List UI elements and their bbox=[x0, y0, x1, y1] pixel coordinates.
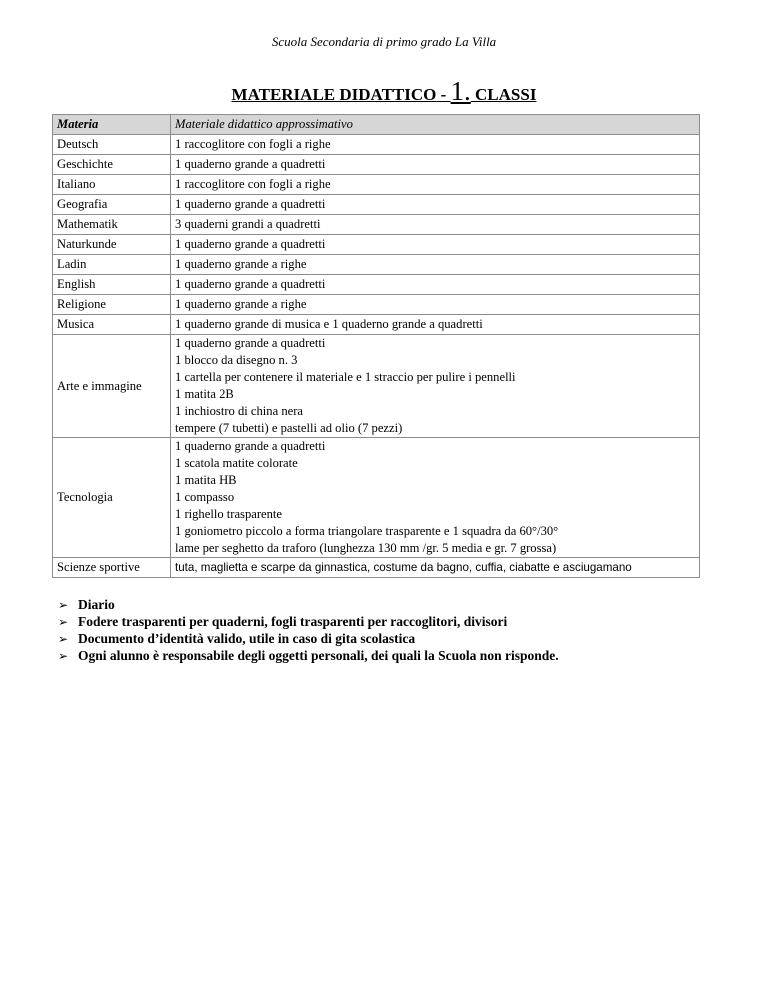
item-line: 1 scatola matite colorate bbox=[175, 456, 298, 470]
arrow-bullet-icon: ➢ bbox=[58, 615, 69, 629]
notes-list bbox=[58, 596, 559, 664]
note-text: Ogni alunno è responsabile degli oggetti personali, dei quali la Scuola non risponde. bbox=[78, 648, 559, 663]
items-cell: 1 quaderno grande a righe bbox=[171, 295, 700, 315]
subject-cell: Ladin bbox=[53, 255, 171, 275]
items-cell: 1 quaderno grande a quadretti bbox=[171, 155, 700, 175]
title-main: MATERIALE DIDATTICO - bbox=[231, 85, 451, 104]
list-item bbox=[58, 596, 559, 613]
item-line: 1 cartella per contenere il materiale e 1 straccio per pulire i pennelli bbox=[175, 370, 516, 384]
table-row bbox=[53, 235, 700, 255]
table-row bbox=[53, 558, 700, 578]
subject-cell: Mathematik bbox=[53, 215, 171, 235]
table-row bbox=[53, 295, 700, 315]
table-row bbox=[53, 275, 700, 295]
table-row bbox=[53, 335, 700, 438]
items-cell: 3 quaderni grandi a quadretti bbox=[171, 215, 700, 235]
item-line: 1 quaderno grande a quadretti bbox=[175, 336, 326, 350]
list-item bbox=[58, 613, 559, 630]
table-row bbox=[53, 215, 700, 235]
note-text: Documento d’identità valido, utile in caso di gita scolastica bbox=[78, 631, 416, 646]
item-line: 1 righello trasparente bbox=[175, 507, 283, 521]
subject-cell: Religione bbox=[53, 295, 171, 315]
subject-cell: English bbox=[53, 275, 171, 295]
subject-cell: Naturkunde bbox=[53, 235, 171, 255]
materials-table bbox=[52, 114, 700, 578]
item-line: tempere (7 tubetti) e pastelli ad olio (7 pezzi) bbox=[175, 421, 403, 435]
list-item bbox=[58, 630, 559, 647]
subject-cell: Geografia bbox=[53, 195, 171, 215]
items-cell: 1 raccoglitore con fogli a righe bbox=[171, 175, 700, 195]
subject-cell: Italiano bbox=[53, 175, 171, 195]
note-text: Fodere trasparenti per quaderni, fogli trasparenti per raccoglitori, divisori bbox=[78, 614, 508, 629]
item-line: 1 inchiostro di china nera bbox=[175, 404, 303, 418]
table-row bbox=[53, 135, 700, 155]
table-row bbox=[53, 175, 700, 195]
items-cell: 1 raccoglitore con fogli a righe bbox=[171, 135, 700, 155]
items-cell: 1 quaderno grande a quadretti bbox=[171, 275, 700, 295]
table-header-row bbox=[53, 115, 700, 135]
title-end: CLASSI bbox=[470, 85, 537, 104]
subject-cell: Geschichte bbox=[53, 155, 171, 175]
items-cell: 1 quaderno grande di musica e 1 quaderno grande a quadretti bbox=[171, 315, 700, 335]
header-materiale: Materiale didattico approssimativo bbox=[171, 115, 700, 135]
item-line: 1 blocco da disegno n. 3 bbox=[175, 353, 298, 367]
table-row bbox=[53, 195, 700, 215]
items-cell: 1 quaderno grande a righe bbox=[171, 255, 700, 275]
subject-cell: Arte e immagine bbox=[53, 335, 171, 438]
table-row bbox=[53, 255, 700, 275]
title-number: 1. bbox=[450, 76, 471, 106]
item-line: 1 matita 2B bbox=[175, 387, 234, 401]
subject-cell: Musica bbox=[53, 315, 171, 335]
item-line: 1 compasso bbox=[175, 490, 235, 504]
items-cell bbox=[171, 438, 700, 558]
item-line: 1 quaderno grande a quadretti bbox=[175, 439, 326, 453]
arrow-bullet-icon: ➢ bbox=[58, 632, 69, 646]
table-row bbox=[53, 315, 700, 335]
items-cell: 1 quaderno grande a quadretti bbox=[171, 235, 700, 255]
school-name: Scuola Secondaria di primo grado La Villa bbox=[271, 34, 497, 49]
note-text: Diario bbox=[78, 597, 115, 612]
items-cell: 1 quaderno grande a quadretti bbox=[171, 195, 700, 215]
arrow-bullet-icon: ➢ bbox=[58, 598, 69, 612]
items-cell bbox=[171, 335, 700, 438]
arrow-bullet-icon: ➢ bbox=[58, 649, 69, 663]
page-title bbox=[0, 76, 768, 107]
items-cell: tuta, maglietta e scarpe da ginnastica, costume da bagno, cuffia, ciabatte e asciugamano bbox=[171, 558, 700, 578]
header-materia: Materia bbox=[53, 115, 171, 135]
subject-cell: Deutsch bbox=[53, 135, 171, 155]
table-row bbox=[53, 438, 700, 558]
item-line: 1 matita HB bbox=[175, 473, 237, 487]
subject-cell: Scienze sportive bbox=[53, 558, 171, 578]
subject-cell: Tecnologia bbox=[53, 438, 171, 558]
list-item bbox=[58, 647, 559, 664]
item-line: lame per seghetto da traforo (lunghezza 130 mm /gr. 5 media e gr. 7 grossa) bbox=[175, 541, 557, 555]
item-line: 1 goniometro piccolo a forma triangolare trasparente e 1 squadra da 60°/30° bbox=[175, 524, 559, 538]
table-row bbox=[53, 155, 700, 175]
